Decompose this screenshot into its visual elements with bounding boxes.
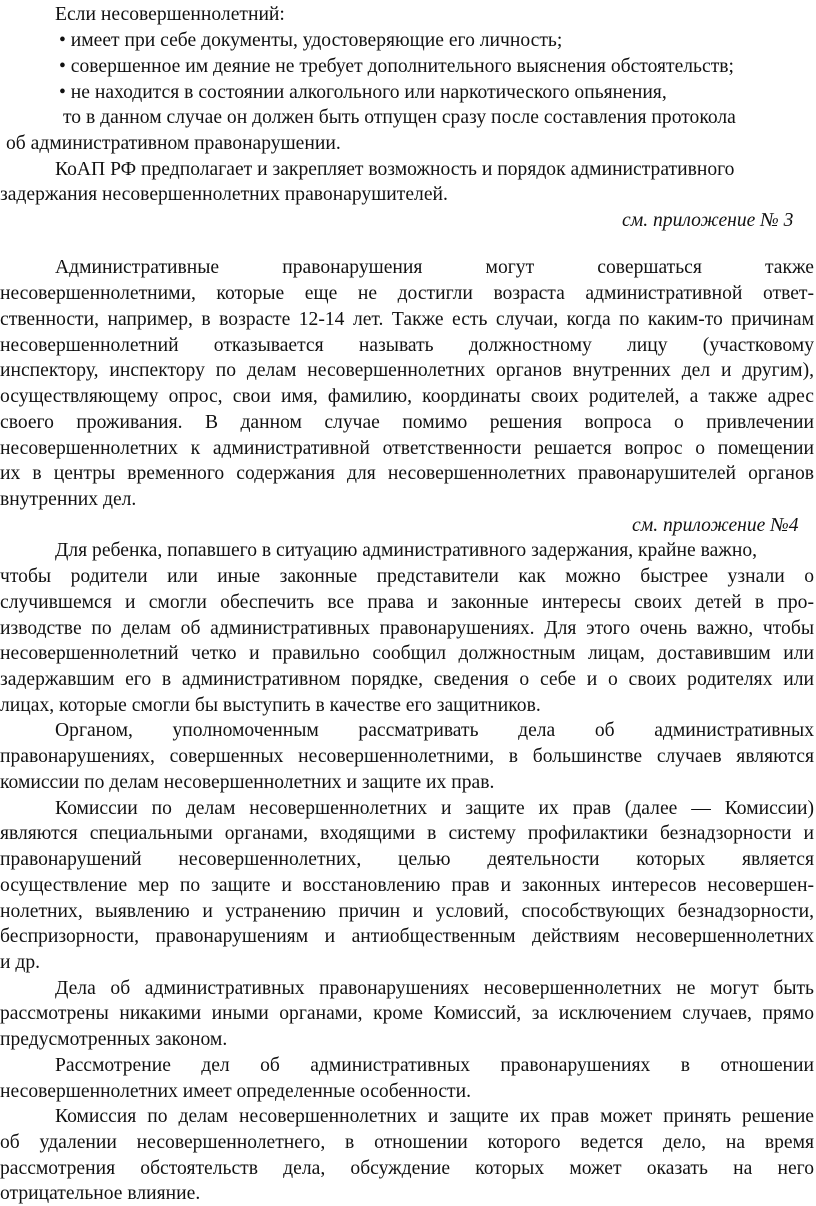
text-line: инспектору, инспектору по делам несовершеннолетних органов внутренних дел и другим),	[0, 360, 814, 381]
text-line: отрицательное влияние.	[0, 1183, 201, 1204]
text-line: • имеет при себе документы, удостоверяющие его личность;	[59, 30, 563, 51]
text-line: осуществление мер по защите и восстановлению прав и законных интересов несовершен-	[0, 875, 814, 896]
text-line: несовершеннолетними, которые еще не достигли возраста административной ответ-	[0, 283, 814, 304]
text-line: ственности, например, в возрасте 12-14 лет. Также есть случаи, когда по каким-то причинам	[0, 309, 814, 330]
text-line: • совершенное им деяние не требует дополнительного выяснения обстоятельств;	[59, 56, 734, 77]
text-line: изводстве по делам об административных правонарушениях. Для этого очень важно, чтобы	[0, 618, 814, 639]
text-line: предусмотренных законом.	[0, 1029, 228, 1050]
text-line: внутренних дел.	[0, 489, 137, 510]
text-line: несовершеннолетний четко и правильно сообщил должностным лицам, доставившим или	[0, 643, 814, 664]
text-line: Для ребенка, попавшего в ситуацию административного задержания, крайне важно,	[55, 540, 758, 561]
text-line: Органом, уполномоченным рассматривать дела об административных	[55, 720, 814, 741]
text-line: рассмотрения обстоятельств дела, обсуждение которых может оказать на него	[0, 1158, 814, 1179]
text-line: правонарушениях, совершенных несовершеннолетними, в большинстве случаев являются	[0, 746, 814, 767]
text-line: случившемся и смогли обеспечить все права и законные интересы своих детей в про-	[0, 592, 814, 613]
text-line: Рассмотрение дел об административных правонарушениях в отношении	[55, 1055, 814, 1076]
text-line: об административном правонарушении.	[6, 133, 341, 154]
text-line: нолетних, выявлению и устранению причин и условий, способствующих безнадзорности,	[0, 901, 814, 922]
text-line: Если несовершеннолетний:	[55, 4, 285, 25]
text-line: • не находится в состоянии алкогольного или наркотического опьянения,	[59, 82, 667, 103]
text-line: лицах, которые смогли бы выступить в качестве его защитников.	[0, 695, 541, 716]
text-line: Комиссия по делам несовершеннолетних и защите их прав может принять решение	[55, 1106, 814, 1127]
text-line: КоАП РФ предполагает и закрепляет возможность и порядок административного	[55, 159, 735, 180]
text-line: несовершеннолетний отказывается называть должностному лицу (участковому	[0, 335, 814, 356]
text-line: Комиссии по делам несовершеннолетних и защите их прав (далее — Комиссии)	[55, 798, 814, 819]
text-line: несовершеннолетних к административной ответственности решается вопрос о помещении	[0, 438, 814, 459]
text-line: задержания несовершеннолетних правонарушителей.	[0, 184, 448, 205]
text-line: рассмотрены никакими иными органами, кроме Комиссий, за исключением случаев, прямо	[0, 1003, 814, 1024]
text-line: беспризорности, правонарушениям и антиобщественным действиям несовершеннолетних	[0, 926, 814, 947]
appendix-reference: см. приложение № 3	[622, 210, 794, 231]
text-line: осуществляющему опрос, свои имя, фамилию, координаты своих родителей, а также адрес	[0, 386, 814, 407]
text-line: их в центры временного содержания для несовершеннолетних правонарушителей органов	[0, 463, 814, 484]
text-line: задержавшим его в административном порядке, сведения о себе и о своих родителях или	[0, 669, 814, 690]
text-line: и др.	[0, 952, 41, 973]
text-line: несовершеннолетних имеет определенные особенности.	[0, 1081, 472, 1102]
appendix-reference: см. приложение №4	[632, 515, 799, 536]
text-line: правонарушений несовершеннолетних, целью деятельности которых является	[0, 849, 814, 870]
text-line: Дела об административных правонарушениях несовершеннолетних не могут быть	[55, 978, 814, 999]
text-line: своего проживания. В данном случае помимо решения вопроса о привлечении	[0, 412, 814, 433]
text-line: являются специальными органами, входящими в систему профилактики безнадзорности и	[0, 823, 814, 844]
text-line: Административные правонарушения могут совершаться также	[55, 257, 814, 278]
text-line: комиссии по делам несовершеннолетних и защите их прав.	[0, 772, 495, 793]
text-line: чтобы родители или иные законные представители как можно быстрее узнали о	[0, 566, 814, 587]
text-line: то в данном случае он должен быть отпущен сразу после составления протокола	[63, 107, 736, 128]
text-line: об удалении несовершеннолетнего, в отношении которого ведется дело, на время	[0, 1132, 814, 1153]
